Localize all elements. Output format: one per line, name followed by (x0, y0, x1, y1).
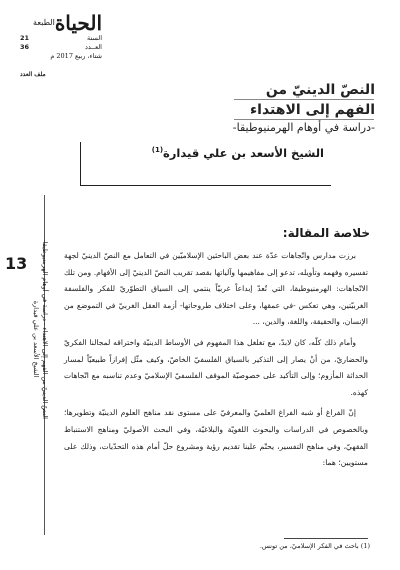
summary-body (64, 248, 368, 476)
running-header (31, 239, 49, 419)
summary-paragraph: برزت مدارس واتّجاهات عدّة عند بعض الباحثين الإسلاميّين في التعامل مع النصّ الدينيّ لجهة تفسيره وفهمه وتأويله، تدعو إلى مفاهيمها وآلياتها بقصد تقريب النصّ الدينيّ إلى الأفهام. ومن تلك الاتّجاهات: الهرمنيوطيقا، التي تُعدّ إبداعاً غربيّاً ينتمي إلى السياق التطوّريّ للفكر والفلسفة الغربيّتين، وهي تعكس -في عمقها، وعلى اختلاف طروحاتها- أزمة العقل الغربيّ في التموضع من الإنسان، والحقيقة، واللغة، والدين، ... (64, 251, 368, 327)
running-title: النصّ الدينيّ من الفهم إلى الاهتداء - دراسة في أوهام الهرمنيوطيقا- (41, 239, 49, 419)
issue-date: شتاء، ربيع 2017 م (50, 52, 102, 60)
footnote-divider (284, 538, 368, 539)
title-underline (234, 119, 374, 120)
masthead (20, 12, 102, 78)
title-underline (234, 99, 374, 100)
author-name: الشيخ الأسعد بن علي قيدارة$^{(1)}$ (151, 146, 324, 160)
summary-heading: خلاصة المقالة: (282, 226, 370, 240)
journal-logo: الحياة$^{الطبعة}$ (33, 11, 102, 35)
title-subtitle: -دراسة في أوهام الهرمنيوطيقا- (232, 121, 375, 134)
title-line-2: الفهم إلى الاهتداء (249, 102, 375, 118)
page-number: 13 (5, 254, 28, 273)
year-line: السنة 21 (20, 34, 102, 42)
section-label: ملف العدد (20, 71, 46, 78)
summary-paragraph: إنّ الفراغ أو شبه الفراغ العلميّ والمعرفيّ على مستوى نقد مناهج العلوم الدينيّة وتطويرها؛ وبالخصوص في الدراسات والبحوث اللغويّة والبلاغيّة، وفي البحث الأصوليّ ومناهج الاستنباط الفقهيّ، وفي مناهج التفسير، يحتّم علينا تقديم رؤية ومشروع حلّ أمام هذه التحدّيات، وذلك على مستويين؛ هما: (64, 408, 368, 468)
title-line-1: النصّ الدينيّ من (265, 82, 375, 98)
footnote-mark: (1) (151, 146, 164, 155)
footnote: (1) باحث في الفكر الإسلاميّ، من تونس. (259, 542, 370, 550)
issue-line: العــدد 36 (20, 43, 102, 51)
summary-paragraph: وأمام ذلك كلّه، كان لابدّ، مع تغلغل هذا المفهوم في الأوساط الدينيّة واختراقه لمجالنا الفكريّ والحضاريّ، من أنْ يصار إلى التذكير بالسياق الفلسفيّ الخاصّ، وكيف مثّل إفرازاً طبيعيّاً لمسار الحداثة المأزوم؛ وإلى التأكيد على خصوصيّة الموقف الفلسفيّ الإسلاميّ وعدم تناسبه مع اتّجاهات كهذه. (64, 337, 368, 397)
article-title (225, 80, 375, 136)
running-author: الشيخ الأسعد بن علي قيدارة (32, 300, 40, 378)
